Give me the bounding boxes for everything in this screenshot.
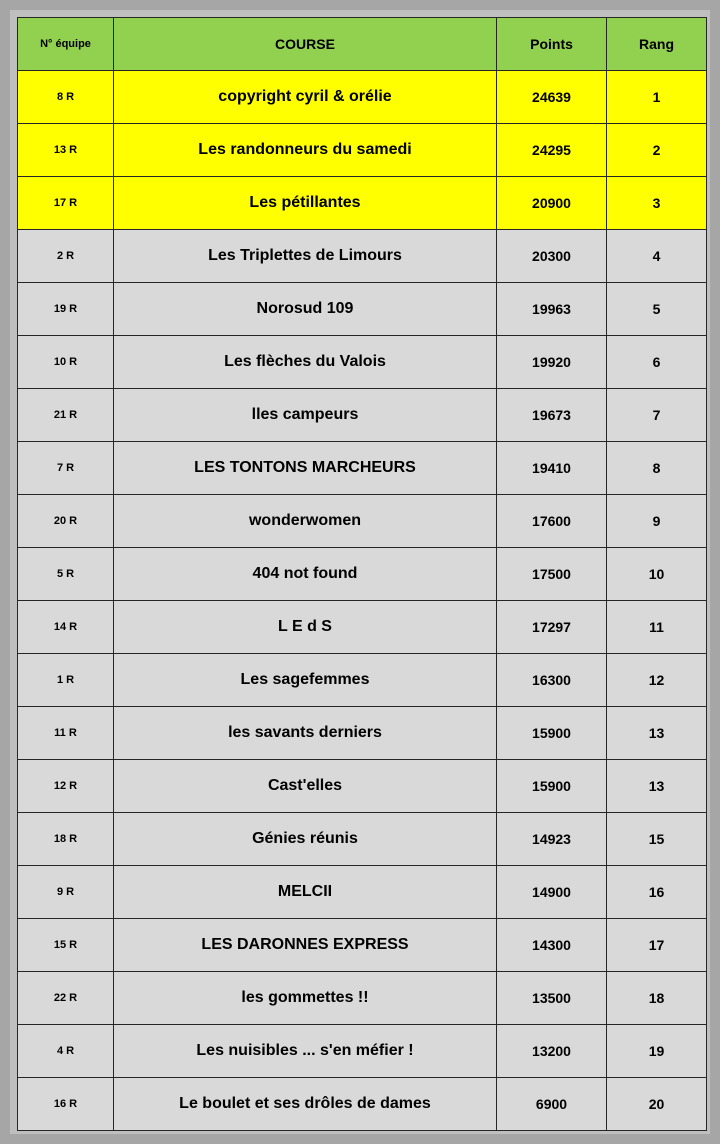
team-name-cell: Le boulet et ses drôles de dames bbox=[114, 1078, 497, 1131]
team-number-cell: 11 R bbox=[18, 707, 114, 760]
rank-cell: 15 bbox=[607, 813, 707, 866]
rank-cell: 11 bbox=[607, 601, 707, 654]
points-cell: 19673 bbox=[497, 389, 607, 442]
table-row bbox=[18, 866, 707, 919]
header-course: COURSE bbox=[114, 18, 497, 71]
table-row bbox=[18, 336, 707, 389]
table-row bbox=[18, 654, 707, 707]
table-row bbox=[18, 71, 707, 124]
table-row bbox=[18, 124, 707, 177]
results-sheet bbox=[10, 10, 710, 1134]
team-number-cell: 1 R bbox=[18, 654, 114, 707]
table-row bbox=[18, 1025, 707, 1078]
team-name-cell: Norosud 109 bbox=[114, 283, 497, 336]
table-row bbox=[18, 760, 707, 813]
results-body bbox=[18, 71, 707, 1131]
rank-cell: 20 bbox=[607, 1078, 707, 1131]
table-row bbox=[18, 389, 707, 442]
rank-cell: 19 bbox=[607, 1025, 707, 1078]
team-number-cell: 2 R bbox=[18, 230, 114, 283]
team-number-cell: 9 R bbox=[18, 866, 114, 919]
rank-cell: 5 bbox=[607, 283, 707, 336]
rank-cell: 13 bbox=[607, 707, 707, 760]
rank-cell: 4 bbox=[607, 230, 707, 283]
table-row bbox=[18, 548, 707, 601]
points-cell: 14900 bbox=[497, 866, 607, 919]
table-row bbox=[18, 442, 707, 495]
table-row bbox=[18, 1078, 707, 1131]
team-number-cell: 4 R bbox=[18, 1025, 114, 1078]
rank-cell: 8 bbox=[607, 442, 707, 495]
table-row bbox=[18, 972, 707, 1025]
points-cell: 17500 bbox=[497, 548, 607, 601]
team-name-cell: Les sagefemmes bbox=[114, 654, 497, 707]
table-row bbox=[18, 230, 707, 283]
team-number-cell: 10 R bbox=[18, 336, 114, 389]
rank-cell: 3 bbox=[607, 177, 707, 230]
team-number-cell: 22 R bbox=[18, 972, 114, 1025]
team-number-cell: 21 R bbox=[18, 389, 114, 442]
points-cell: 6900 bbox=[497, 1078, 607, 1131]
points-cell: 24295 bbox=[497, 124, 607, 177]
team-number-cell: 17 R bbox=[18, 177, 114, 230]
header-team: N° équipe bbox=[18, 18, 114, 71]
table-row bbox=[18, 813, 707, 866]
points-cell: 17600 bbox=[497, 495, 607, 548]
team-number-cell: 7 R bbox=[18, 442, 114, 495]
team-name-cell: Cast'elles bbox=[114, 760, 497, 813]
points-cell: 20900 bbox=[497, 177, 607, 230]
points-cell: 17297 bbox=[497, 601, 607, 654]
points-cell: 14300 bbox=[497, 919, 607, 972]
table-row bbox=[18, 601, 707, 654]
points-cell: 13200 bbox=[497, 1025, 607, 1078]
team-name-cell: les savants derniers bbox=[114, 707, 497, 760]
table-row bbox=[18, 283, 707, 336]
team-name-cell: Les nuisibles ... s'en méfier ! bbox=[114, 1025, 497, 1078]
points-cell: 13500 bbox=[497, 972, 607, 1025]
table-row bbox=[18, 919, 707, 972]
rank-cell: 2 bbox=[607, 124, 707, 177]
team-number-cell: 8 R bbox=[18, 71, 114, 124]
table-row bbox=[18, 707, 707, 760]
team-name-cell: Les randonneurs du samedi bbox=[114, 124, 497, 177]
table-row bbox=[18, 177, 707, 230]
team-name-cell: LES TONTONS MARCHEURS bbox=[114, 442, 497, 495]
team-name-cell: MELCII bbox=[114, 866, 497, 919]
points-cell: 19920 bbox=[497, 336, 607, 389]
points-cell: 19963 bbox=[497, 283, 607, 336]
team-name-cell: L E d S bbox=[114, 601, 497, 654]
team-name-cell: LES DARONNES EXPRESS bbox=[114, 919, 497, 972]
rank-cell: 9 bbox=[607, 495, 707, 548]
team-number-cell: 15 R bbox=[18, 919, 114, 972]
team-number-cell: 14 R bbox=[18, 601, 114, 654]
rank-cell: 17 bbox=[607, 919, 707, 972]
header-rank: Rang bbox=[607, 18, 707, 71]
points-cell: 19410 bbox=[497, 442, 607, 495]
team-name-cell: copyright cyril & orélie bbox=[114, 71, 497, 124]
team-name-cell: wonderwomen bbox=[114, 495, 497, 548]
rank-cell: 6 bbox=[607, 336, 707, 389]
rank-cell: 10 bbox=[607, 548, 707, 601]
points-cell: 14923 bbox=[497, 813, 607, 866]
header-row bbox=[18, 18, 707, 71]
rank-cell: 7 bbox=[607, 389, 707, 442]
rank-cell: 1 bbox=[607, 71, 707, 124]
team-number-cell: 19 R bbox=[18, 283, 114, 336]
team-number-cell: 20 R bbox=[18, 495, 114, 548]
team-name-cell: Les pétillantes bbox=[114, 177, 497, 230]
rank-cell: 12 bbox=[607, 654, 707, 707]
team-name-cell: Les flèches du Valois bbox=[114, 336, 497, 389]
team-number-cell: 18 R bbox=[18, 813, 114, 866]
rank-cell: 18 bbox=[607, 972, 707, 1025]
team-name-cell: Génies réunis bbox=[114, 813, 497, 866]
team-name-cell: lles campeurs bbox=[114, 389, 497, 442]
team-number-cell: 12 R bbox=[18, 760, 114, 813]
points-cell: 15900 bbox=[497, 707, 607, 760]
team-name-cell: Les Triplettes de Limours bbox=[114, 230, 497, 283]
table-row bbox=[18, 495, 707, 548]
team-number-cell: 13 R bbox=[18, 124, 114, 177]
points-cell: 16300 bbox=[497, 654, 607, 707]
points-cell: 15900 bbox=[497, 760, 607, 813]
rank-cell: 16 bbox=[607, 866, 707, 919]
rank-cell: 13 bbox=[607, 760, 707, 813]
team-name-cell: les gommettes !! bbox=[114, 972, 497, 1025]
results-table bbox=[17, 17, 707, 1131]
team-number-cell: 16 R bbox=[18, 1078, 114, 1131]
points-cell: 20300 bbox=[497, 230, 607, 283]
team-number-cell: 5 R bbox=[18, 548, 114, 601]
team-name-cell: 404 not found bbox=[114, 548, 497, 601]
header-points: Points bbox=[497, 18, 607, 71]
points-cell: 24639 bbox=[497, 71, 607, 124]
